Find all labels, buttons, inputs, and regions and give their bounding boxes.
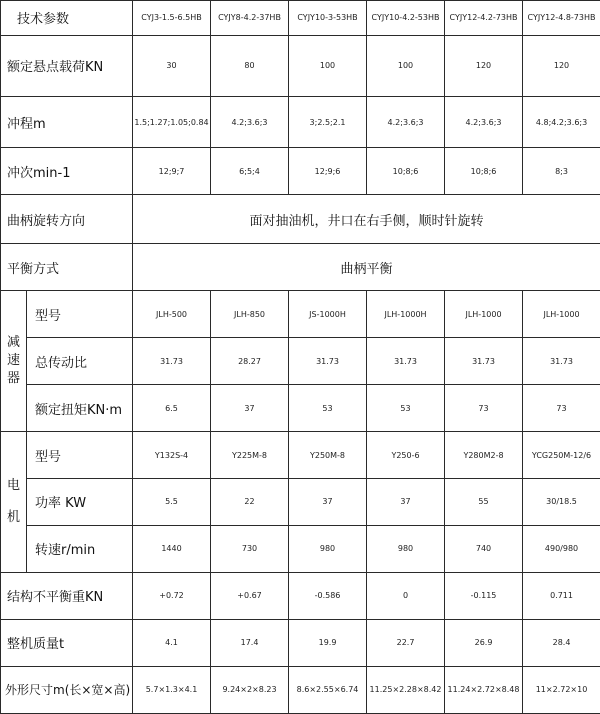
table-row <box>1 479 600 526</box>
row-label: 额定悬点载荷KN <box>1 35 133 96</box>
cell: 53 <box>367 385 445 432</box>
cell: 73 <box>523 385 600 432</box>
cell: 8.6×2.55×6.74 <box>289 666 367 713</box>
crank-rotation-value: 面对抽油机，井口在右手侧，顺时针旋转 <box>133 195 600 244</box>
cell: 31.73 <box>367 338 445 385</box>
cell: 11.24×2.72×8.48 <box>445 666 523 713</box>
cell: 100 <box>367 35 445 96</box>
cell: Y132S-4 <box>133 432 211 479</box>
cell: 120 <box>523 35 600 96</box>
cell: 490/980 <box>523 525 600 572</box>
cell: 26.9 <box>445 619 523 666</box>
cell: 0 <box>367 572 445 619</box>
cell: 30 <box>133 35 211 96</box>
cell: 37 <box>211 385 289 432</box>
group-char: 器 <box>6 371 20 387</box>
cell: 4.1 <box>133 619 211 666</box>
cell: 5.5 <box>133 479 211 526</box>
cell: 4.2;3.6;3 <box>211 97 289 148</box>
cell: 6.5 <box>133 385 211 432</box>
row-label: 转速r/min <box>27 525 133 572</box>
cell: 4.2;3.6;3 <box>445 97 523 148</box>
cell: 31.73 <box>133 338 211 385</box>
row-label: 平衡方式 <box>1 244 133 291</box>
cell: 0.711 <box>523 572 600 619</box>
cell: -0.115 <box>445 572 523 619</box>
row-label: 总传动比 <box>27 338 133 385</box>
cell: +0.67 <box>211 572 289 619</box>
cell: 100 <box>289 35 367 96</box>
group-char: 电 <box>6 477 20 493</box>
cell: 3;2.5;2.1 <box>289 97 367 148</box>
model-header: CYJ3-1.5-6.5HB <box>133 1 211 36</box>
cell: JLH-850 <box>211 291 289 338</box>
cell: 22.7 <box>367 619 445 666</box>
group-char: 机 <box>6 509 20 525</box>
row-label: 型号 <box>27 432 133 479</box>
cell: 10;8;6 <box>445 148 523 195</box>
cell: JLH-1000 <box>523 291 600 338</box>
cell: 37 <box>289 479 367 526</box>
model-header: CYJY10-3-53HB <box>289 1 367 36</box>
model-header: CYJY10-4.2-53HB <box>367 1 445 36</box>
balance-value: 曲柄平衡 <box>133 244 600 291</box>
cell: 980 <box>289 525 367 572</box>
cell: Y225M-8 <box>211 432 289 479</box>
table-row <box>1 35 600 96</box>
cell: 740 <box>445 525 523 572</box>
cell: 5.7×1.3×4.1 <box>133 666 211 713</box>
cell: 80 <box>211 35 289 96</box>
table-row <box>1 244 600 291</box>
table-row <box>1 291 600 338</box>
header-row <box>1 1 600 36</box>
table-row <box>1 525 600 572</box>
group-char: 减 <box>6 335 20 351</box>
cell: 12;9;6 <box>289 148 367 195</box>
cell: 730 <box>211 525 289 572</box>
row-label: 冲次min-1 <box>1 148 133 195</box>
cell: 17.4 <box>211 619 289 666</box>
cell: 4.8;4.2;3.6;3 <box>523 97 600 148</box>
row-label: 结构不平衡重KN <box>1 572 133 619</box>
cell: -0.586 <box>289 572 367 619</box>
cell: 120 <box>445 35 523 96</box>
cell: 12;9;7 <box>133 148 211 195</box>
cell: 55 <box>445 479 523 526</box>
param-header: 技术参数 <box>1 1 133 36</box>
row-label: 外形尺寸m(长×宽×高) <box>1 666 133 713</box>
table-row <box>1 432 600 479</box>
cell: 31.73 <box>523 338 600 385</box>
table-row <box>1 572 600 619</box>
cell: 31.73 <box>289 338 367 385</box>
cell: +0.72 <box>133 572 211 619</box>
model-header: CYJY12-4.2-73HB <box>445 1 523 36</box>
table-row <box>1 148 600 195</box>
row-label: 曲柄旋转方向 <box>1 195 133 244</box>
model-header: CYJY8-4.2-37HB <box>211 1 289 36</box>
cell: 9.24×2×8.23 <box>211 666 289 713</box>
cell: Y280M2-8 <box>445 432 523 479</box>
cell: 30/18.5 <box>523 479 600 526</box>
row-label: 额定扭矩KN·m <box>27 385 133 432</box>
cell: 73 <box>445 385 523 432</box>
cell: JLH-500 <box>133 291 211 338</box>
cell: 11×2.72×10 <box>523 666 600 713</box>
cell: Y250-6 <box>367 432 445 479</box>
cell: JLH-1000H <box>367 291 445 338</box>
reducer-group-label <box>1 291 27 432</box>
cell: 31.73 <box>445 338 523 385</box>
row-label: 功率 KW <box>27 479 133 526</box>
row-label: 整机质量t <box>1 619 133 666</box>
cell: 22 <box>211 479 289 526</box>
cell: 37 <box>367 479 445 526</box>
cell: 6;5;4 <box>211 148 289 195</box>
motor-group-label <box>1 432 27 573</box>
table-row <box>1 97 600 148</box>
table-row <box>1 619 600 666</box>
cell: 28.27 <box>211 338 289 385</box>
cell: 980 <box>367 525 445 572</box>
cell: 28.4 <box>523 619 600 666</box>
cell: 1440 <box>133 525 211 572</box>
row-label: 冲程m <box>1 97 133 148</box>
cell: 4.2;3.6;3 <box>367 97 445 148</box>
table-row <box>1 338 600 385</box>
cell: JLH-1000 <box>445 291 523 338</box>
cell: Y250M-8 <box>289 432 367 479</box>
cell: JS-1000H <box>289 291 367 338</box>
cell: 19.9 <box>289 619 367 666</box>
table-row <box>1 666 600 713</box>
row-label: 型号 <box>27 291 133 338</box>
cell: 10;8;6 <box>367 148 445 195</box>
cell: YCG250M-12/6 <box>523 432 600 479</box>
cell: 1.5;1.27;1.05;0.84 <box>133 97 211 148</box>
table-row <box>1 385 600 432</box>
group-char: 速 <box>6 353 20 369</box>
cell: 11.25×2.28×8.42 <box>367 666 445 713</box>
table-row <box>1 195 600 244</box>
model-header: CYJY12-4.8-73HB <box>523 1 600 36</box>
cell: 53 <box>289 385 367 432</box>
cell: 8;3 <box>523 148 600 195</box>
